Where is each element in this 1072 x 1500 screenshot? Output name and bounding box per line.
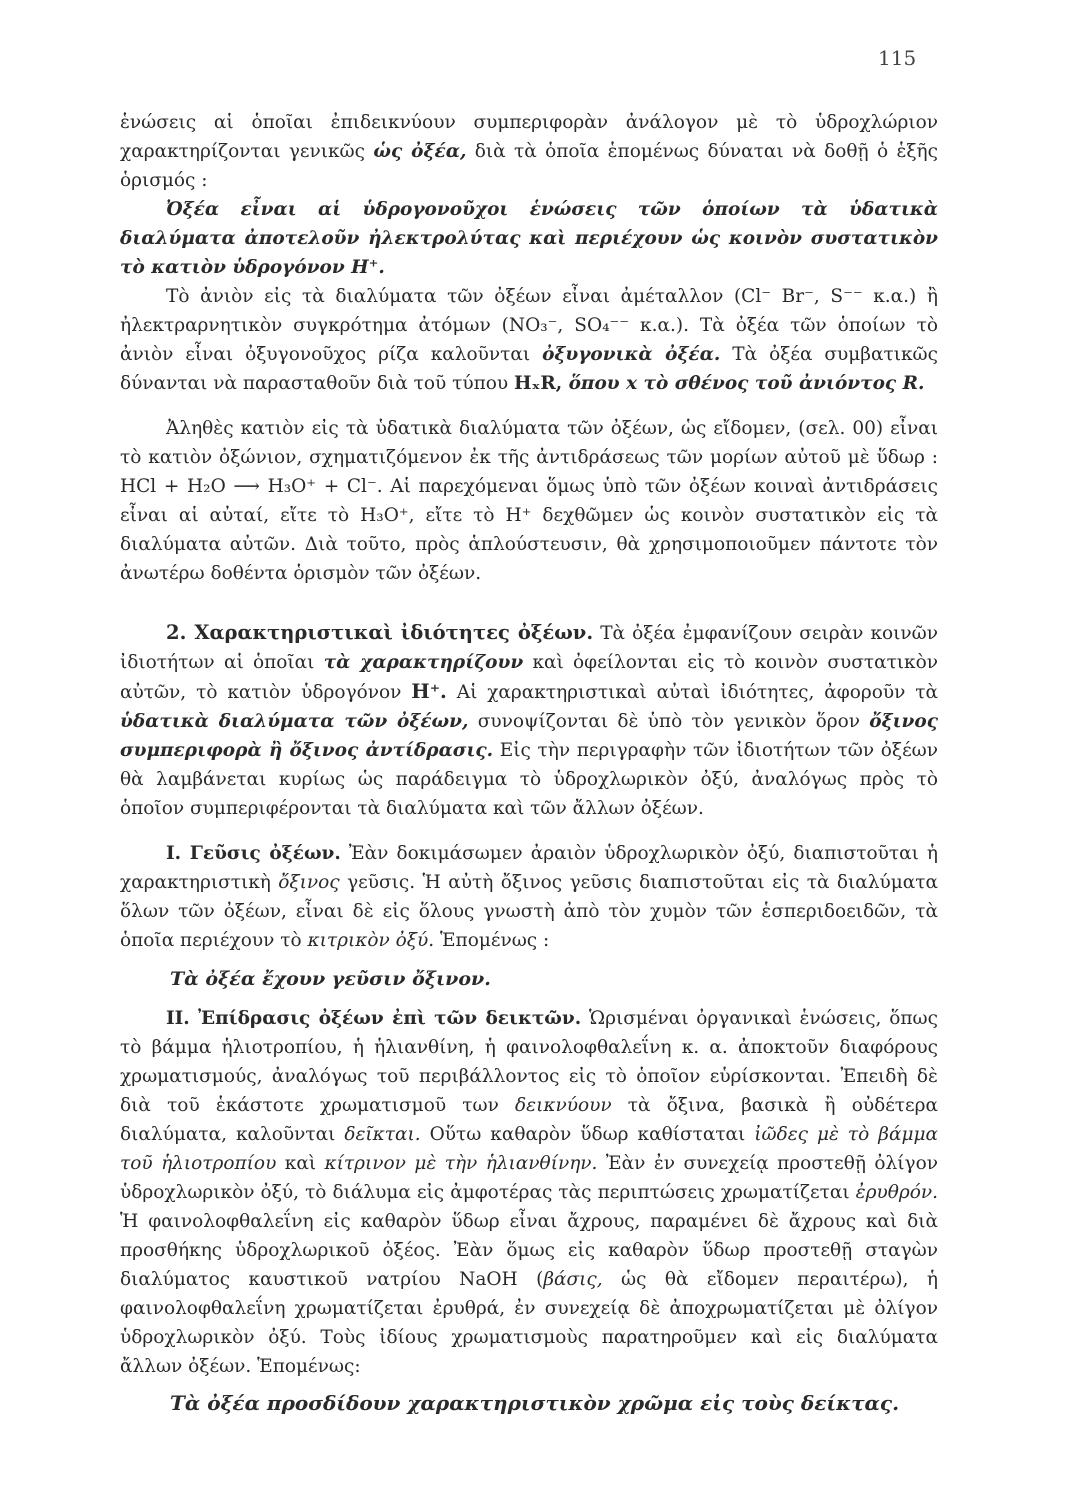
paragraph-oxonium: Ἀληθὲς κατιὸν εἰς τὰ ὑδατικὰ διαλύματα τῶν ὀξέων, ὡς εἴδομεν, (σελ. 00) εἶναι τὸ κατιὸν ὀξώνιον, σχηματιζόμενον ἐκ τῆς ἀντιδράσεως τῶν μορίων αὐτοῦ μὲ ὕδωρ : HCl + H₂O ⟶ H₃O⁺ + Cl⁻. Αἱ παρεχόμεναι ὅμως ὑπὸ τῶν ὀξέων κοιναὶ ἀντιδράσεις εἶναι αἱ αὐταί, εἴτε τὸ H₃O⁺, εἴτε τὸ H⁺ δεχθῶμεν ὡς κοινὸν συστατικὸν εἰς τὰ διαλύματα αὐτῶν. Διὰ τοῦτο, πρὸς ἁπλούστευσιν, θὰ χρησιμοποιοῦμεν πάντοτε τὸν ἀνωτέρω δοθέντα ὁρισμὸν τῶν ὀξέων. bbox=[120, 418, 938, 584]
indicators-paragraph: ΙΙ. Ἐπίδρασις ὀξέων ἐπὶ τῶν δεικτῶν. Ὡρισμέναι ὀργανικαὶ ἑνώσεις, ὅπως τὸ βάμμα ἡλιοτροπίου, ἡ ἡλιανθίνη, ἡ φαινολοφθαλεΐνη κ. α. ἀποκτοῦν διαφόρους χρωματισμούς, ἀναλόγως τοῦ περιβάλλοντος εἰς τὸ ὁποῖον εὑρίσκονται. Ἐπειδὴ δὲ διὰ τοῦ ἑκάστοτε χρωματισμοῦ των δεικνύουν τὰ ὄξινα, βασικὰ ἢ οὐδέτερα διαλύματα, καλοῦνται δεῖκται. Οὕτω καθαρὸν ὕδωρ καθίσταται ἰῶδες μὲ τὸ βάμμα τοῦ ἡλιοτροπίου καὶ κίτρινον μὲ τὴν ἡλιανθίνην. Ἐὰν ἐν συνεχείᾳ προστεθῇ ὀλίγον ὑδροχλωρικὸν ὀξύ, τὸ διάλυμα εἰς ἀμφοτέρας τὰς περιπτώσεις χρωματίζεται ἐρυθρόν. Ἡ φαινολοφθαλεΐνη εἰς καθαρὸν ὕδωρ εἶναι ἄχρους, παραμένει δὲ ἄχρους καὶ διὰ προσθήκης ὑδροχλωρικοῦ ὀξέος. Ἐὰν ὅμως εἰς καθαρὸν ὕδωρ προστεθῇ σταγὼν διαλύματος καυστικοῦ νατρίου NaOH (βάσις, ὡς θὰ εἴδομεν περαιτέρω), ἡ φαινολοφθαλεΐνη χρωματίζεται ἐρυθρά, ἐν συνεχείᾳ δὲ ἀποχρωματίζεται μὲ ὀλίγον ὑδροχλωρικὸν ὀξύ. Τοὺς ἰδίους χρωματισμοὺς παρατηροῦμεν καὶ εἰς διαλύματα ἄλλων ὀξέων. Ἑπομένως: bbox=[120, 1008, 939, 1377]
page-body bbox=[120, 108, 938, 1418]
page-number: 115 bbox=[878, 46, 917, 70]
taste-paragraph: Ι. Γεῦσις ὀξέων. Ἐὰν δοκιμάσωμεν ἀραιὸν ὑδροχλωρικὸν ὀξύ, διαπιστοῦται ἡ χαρακτηριστικὴ ὄξινος γεῦσις. Ἡ αὐτὴ ὄξινος γεῦσις διαπιστοῦται εἰς τὰ διαλύματα ὅλων τῶν ὀξέων, εἶναι δὲ εἰς ὅλους γνωστὴ ἀπὸ τὸν χυμὸν τῶν ἑσπεριδοειδῶν, τὰ ὁποῖα περιέχουν τὸ κιτρικὸν ὀξύ. Ἑπομένως : bbox=[120, 843, 939, 951]
taste-conclusion: Τὰ ὀξέα ἔχουν γεῦσιν ὄξινον. bbox=[170, 968, 491, 990]
indicators-conclusion: Τὰ ὀξέα προσδίδουν χαρακτηριστικὸν χρῶμα εἰς τοὺς δείκτας. bbox=[170, 1391, 900, 1415]
paragraph-intro: ἑνώσεις αἱ ὁποῖαι ἐπιδεικνύουν συμπεριφορὰν ἀνάλογον μὲ τὸ ὑδροχλώριον χαρακτηρίζονται γενικῶς ὡς ὀξέα, διὰ τὰ ὁποῖα ἑπομένως δύναται νὰ δοθῇ ὁ ἑξῆς ὁρισμός : bbox=[120, 112, 938, 191]
taste-heading: Ι. Γεῦσις ὀξέων. bbox=[166, 843, 341, 864]
indicators-heading: ΙΙ. Ἐπίδρασις ὀξέων ἐπὶ τῶν δεικτῶν. bbox=[166, 1008, 582, 1029]
section-2: 2. Χαρακτηριστικαὶ ἰδιότητες ὀξέων. Τὰ ὀξέα ἐμφανίζουν σειρὰν κοινῶν ἰδιοτήτων αἱ ὁποῖαι τὰ χαρακτηρίζουν καὶ ὀφείλονται εἰς τὸ κοινὸν συστατικὸν αὐτῶν, τὸ κατιὸν ὑδρογόνον H⁺. Αἱ χαρακτηριστικαὶ αὐταὶ ἰδιότητες, ἀφοροῦν τὰ ὑδατικὰ διαλύματα τῶν ὀξέων, συνοψίζονται δὲ ὑπὸ τὸν γενικὸν ὅρον ὄξινος συμπεριφορὰ ἢ ὄξινος ἀντίδρασις. Εἰς τὴν περιγραφὴν τῶν ἰδιοτήτων τῶν ὀξέων θὰ λαμβάνεται κυρίως ὡς παράδειγμα τὸ ὑδροχλωρικὸν ὀξύ, ἀναλόγως πρὸς τὸ ὁποῖον συμπεριφέρονται τὰ διαλύματα καὶ τῶν ἄλλων ὀξέων. bbox=[120, 621, 939, 819]
section-2-heading: 2. Χαρακτηριστικαὶ ἰδιότητες ὀξέων. bbox=[166, 621, 594, 644]
paragraph-anion: Τὸ ἀνιὸν εἰς τὰ διαλύματα τῶν ὀξέων εἶναι ἀμέταλλον (Cl⁻ Br⁻, S⁻⁻ κ.α.) ἢ ἠλεκτραρνητικὸν συγκρότημα ἀτόμων (NO₃⁻, SO₄⁻⁻ κ.α.). Τὰ ὀξέα τῶν ὁποίων τὸ ἀνιὸν εἶναι ὀξυγονοῦχος ρίζα καλοῦνται ὀξυγονικὰ ὀξέα. Τὰ ὀξέα συμβατικῶς δύνανται νὰ παρασταθοῦν διὰ τοῦ τύπου HₓR, ὅπου x τὸ σθένος τοῦ ἀνιόντος R. bbox=[120, 286, 938, 394]
acid-definition: Ὀξέα εἶναι αἱ ὑδρογονοῦχοι ἑνώσεις τῶν ὁποίων τὰ ὑδατικὰ διαλύματα ἀποτελοῦν ἠλεκτρολύτας καὶ περιέχουν ὡς κοινὸν συστατικὸν τὸ κατιὸν ὑδρογόνον H⁺. bbox=[120, 199, 938, 278]
